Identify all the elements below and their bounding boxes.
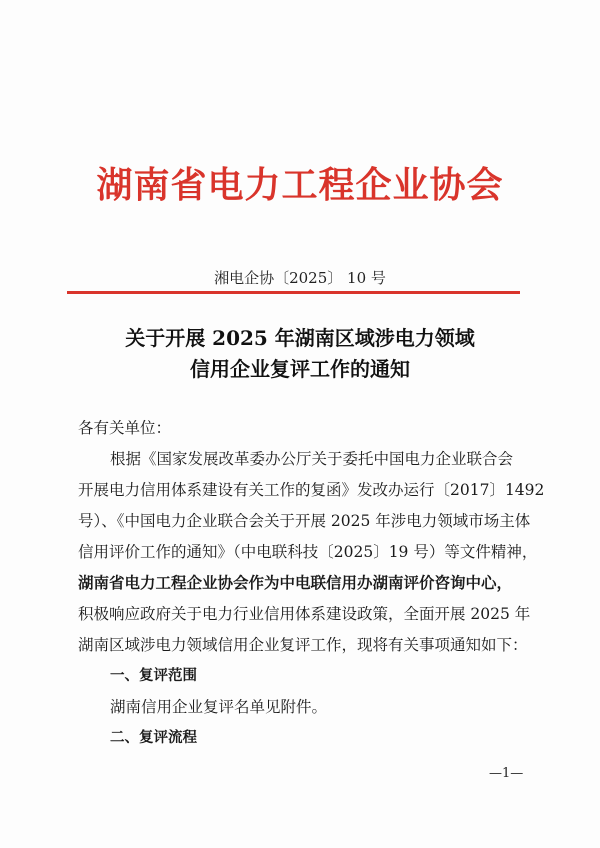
- salutation: 各有关单位：: [78, 419, 172, 437]
- paragraph-line: 号）、《中国电力企业联合会关于开展 2025 年涉电力领域市场主体: [78, 512, 531, 530]
- document-number: 湘电企协〔2025〕 10 号: [214, 269, 386, 287]
- section-heading-scope: 一、复评范围: [110, 668, 197, 684]
- section-heading-process: 二、复评流程: [110, 730, 197, 746]
- paragraph-line: 信用评价工作的通知》（中电联科技〔2025〕19 号）等文件精神，: [78, 543, 538, 561]
- paragraph-line-emphasis: 湖南省电力工程企业协会作为中电联信用办湖南评价咨询中心，: [78, 573, 513, 592]
- paragraph-line: 湖南区域涉电力领域信用企业复评工作，现将有关事项通知如下：: [78, 636, 528, 654]
- title-line-2: 信用企业复评工作的通知: [190, 357, 410, 381]
- header-divider: [67, 291, 520, 294]
- organization-header: 湖南省电力工程企业协会: [96, 165, 504, 206]
- page-number: —1—: [489, 766, 524, 781]
- title-line-1: 关于开展 2025 年湖南区域涉电力领域: [125, 326, 475, 350]
- section-text-scope: 湖南信用企业复评名单见附件。: [110, 698, 328, 716]
- paragraph-line: 积极响应政府关于电力行业信用体系建设政策，全面开展 2025 年: [78, 605, 531, 623]
- paragraph-line: 根据《国家发展改革委办公厅关于委托中国电力企业联合会: [110, 450, 514, 468]
- paragraph-line: 开展电力信用体系建设有关工作的复函》发改办运行〔2017〕1492: [78, 481, 545, 499]
- document-title: [0, 323, 600, 385]
